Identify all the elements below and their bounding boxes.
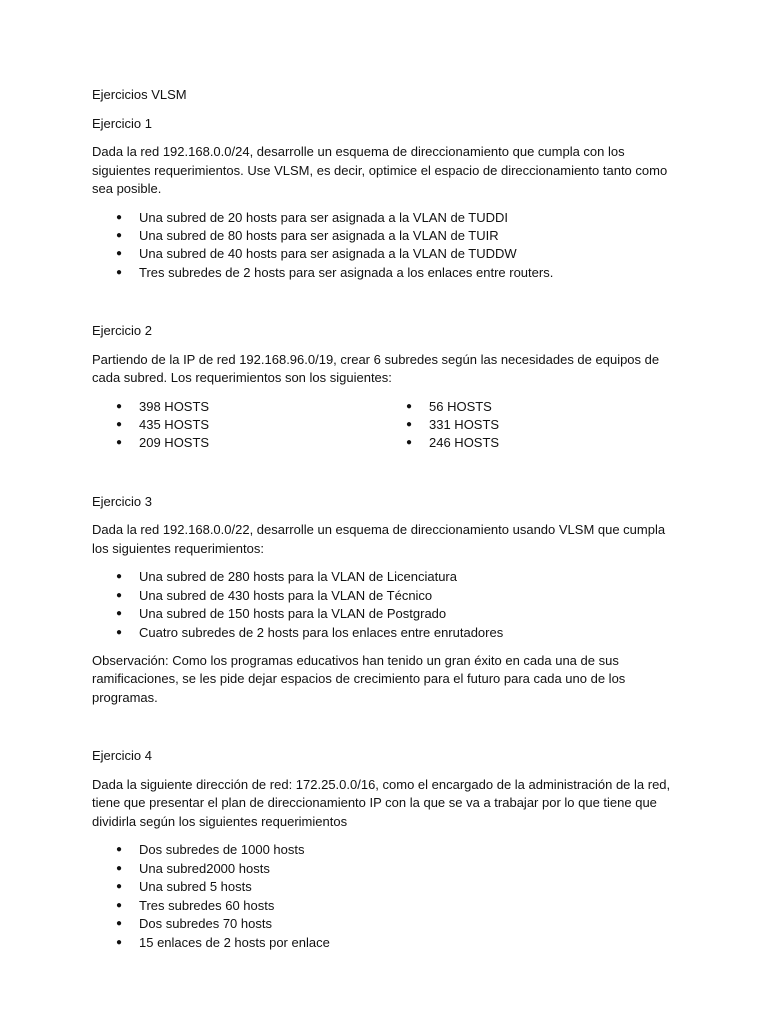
exercise-3-intro: [92, 521, 672, 558]
list-item: [92, 209, 672, 227]
bullet-icon: ●: [116, 608, 123, 620]
list-item: [92, 227, 672, 245]
exercise-2-heading: Ejercicio 2: [92, 323, 152, 339]
exercise-3-note-line: Observación: Como los programas educativos han tenido un gran éxito en cada una de sus: [92, 652, 619, 668]
bullet-icon: ●: [116, 437, 123, 449]
bullet-icon: ●: [406, 437, 413, 449]
exercise-1-intro: [92, 143, 672, 199]
exercise-3-intro-line: Dada la red 192.168.0.0/22, desarrolle un esquema de direccionamiento usando VLSM que cumpla: [92, 522, 666, 538]
bullet-icon: ●: [116, 400, 123, 412]
list-item-text: Una subred de 40 hosts para ser asignada a la VLAN de TUDDW: [139, 246, 517, 262]
list-item-text: Dos subredes 70 hosts: [139, 916, 272, 932]
list-item-text: 435 HOSTS: [139, 417, 210, 433]
list-item: [382, 434, 672, 452]
list-item-text: Dos subredes de 1000 hosts: [139, 842, 305, 858]
bullet-icon: ●: [116, 844, 123, 856]
bullet-icon: ●: [116, 229, 123, 241]
list-item-text: 398 HOSTS: [139, 398, 210, 414]
bullet-icon: ●: [116, 571, 123, 583]
list-item: [92, 897, 672, 915]
bullet-icon: ●: [116, 419, 123, 431]
exercise-4-intro-line: Dada la siguiente dirección de red: 172.25.0.0/16, como el encargado de la administración de la red,: [92, 776, 671, 792]
bullet-icon: ●: [116, 589, 123, 601]
bullet-icon: ●: [116, 248, 123, 260]
exercise-2-intro-line: Partiendo de la IP de red 192.168.96.0/19, crear 6 subredes según las necesidades de equipos de: [92, 351, 660, 367]
exercise-1-heading: Ejercicio 1: [92, 115, 152, 131]
list-item: [92, 568, 672, 586]
exercise-3-heading: Ejercicio 3: [92, 493, 152, 509]
bullet-icon: ●: [116, 899, 123, 911]
document-title: Ejercicios VLSM: [92, 87, 187, 102]
list-item-text: Cuatro subredes de 2 hosts para los enlaces entre enrutadores: [139, 624, 504, 640]
list-item: [92, 841, 672, 859]
list-item-text: Tres subredes de 2 hosts para ser asignada a los enlaces entre routers.: [139, 264, 554, 280]
bullet-icon: ●: [116, 266, 123, 278]
list-item-text: Una subred 5 hosts: [139, 879, 252, 895]
bullet-icon: ●: [116, 881, 123, 893]
list-item-text: 15 enlaces de 2 hosts por enlace: [139, 934, 330, 950]
list-item: [92, 915, 672, 933]
list-item-text: Una subred de 20 hosts para ser asignada a la VLAN de TUDDI: [139, 209, 509, 225]
exercise-3-note: [92, 652, 672, 708]
exercise-2-intro-line: cada subred. Los requerimientos son los siguientes:: [92, 370, 392, 386]
list-item: [92, 398, 382, 416]
bullet-icon: ●: [116, 918, 123, 930]
bullet-icon: ●: [406, 419, 413, 431]
exercise-2-hosts-right-list: [382, 398, 672, 453]
bullet-icon: ●: [406, 400, 413, 412]
exercise-2: [92, 322, 672, 453]
exercise-2-hosts-left-list: [92, 398, 382, 453]
list-item-text: Tres subredes 60 hosts: [139, 897, 275, 913]
exercise-4-intro-line: dividirla según los siguientes requerimientos: [92, 813, 348, 829]
exercise-4-intro-line: tiene que presentar el plan de direccionamiento IP con la que se va a trabajar por lo que tiene que: [92, 795, 657, 811]
list-item: [92, 860, 672, 878]
list-item: [382, 416, 672, 434]
exercise-1-intro-line: Dada la red 192.168.0.0/24, desarrolle un esquema de direccionamiento que cumpla con los: [92, 144, 625, 159]
list-item-text: Una subred de 430 hosts para la VLAN de Técnico: [139, 587, 433, 603]
exercise-1: [92, 115, 672, 283]
list-item-text: 56 HOSTS: [429, 398, 492, 414]
bullet-icon: ●: [116, 936, 123, 948]
exercise-3-note-line: programas.: [92, 689, 158, 705]
list-item-text: Una subred de 280 hosts para la VLAN de Licenciatura: [139, 569, 457, 585]
exercise-1-requirements-list: [92, 209, 672, 283]
list-item-text: 209 HOSTS: [139, 435, 210, 451]
exercise-2-hosts-columns: [92, 398, 672, 453]
exercise-3-requirements-list: [92, 568, 672, 642]
exercise-3-intro-line: los siguientes requerimientos:: [92, 540, 264, 556]
list-item: [92, 264, 672, 282]
exercise-4: [92, 747, 672, 951]
exercise-3-note-line: ramificaciones, se les pide dejar espacios de crecimiento para el futuro para cada uno de los: [92, 671, 626, 687]
bullet-icon: ●: [116, 211, 123, 223]
list-item: [92, 605, 672, 623]
list-item-text: 331 HOSTS: [429, 417, 500, 433]
list-item: [92, 934, 672, 952]
list-item-text: Una subred de 150 hosts para la VLAN de Postgrado: [139, 606, 447, 622]
exercise-1-intro-line: siguientes requerimientos. Use VLSM, es decir, optimice el espacio de direccionamiento tanto como: [92, 162, 668, 178]
list-item: [92, 434, 382, 452]
exercise-1-intro-line: sea posible.: [92, 181, 162, 196]
exercise-4-heading: Ejercicio 4: [92, 748, 152, 764]
exercise-4-intro: [92, 776, 672, 832]
list-item: [382, 398, 672, 416]
exercise-3: [92, 493, 672, 708]
list-item-text: 246 HOSTS: [429, 435, 500, 451]
bullet-icon: ●: [116, 862, 123, 874]
list-item: [92, 587, 672, 605]
list-item: [92, 416, 382, 434]
exercise-4-requirements-list: [92, 841, 672, 951]
list-item-text: Una subred2000 hosts: [139, 860, 270, 876]
exercise-2-intro: [92, 351, 672, 388]
list-item-text: Una subred de 80 hosts para ser asignada a la VLAN de TUIR: [139, 227, 499, 243]
document-page: [92, 86, 672, 962]
list-item: [92, 245, 672, 263]
bullet-icon: ●: [116, 626, 123, 638]
list-item: [92, 878, 672, 896]
list-item: [92, 624, 672, 642]
